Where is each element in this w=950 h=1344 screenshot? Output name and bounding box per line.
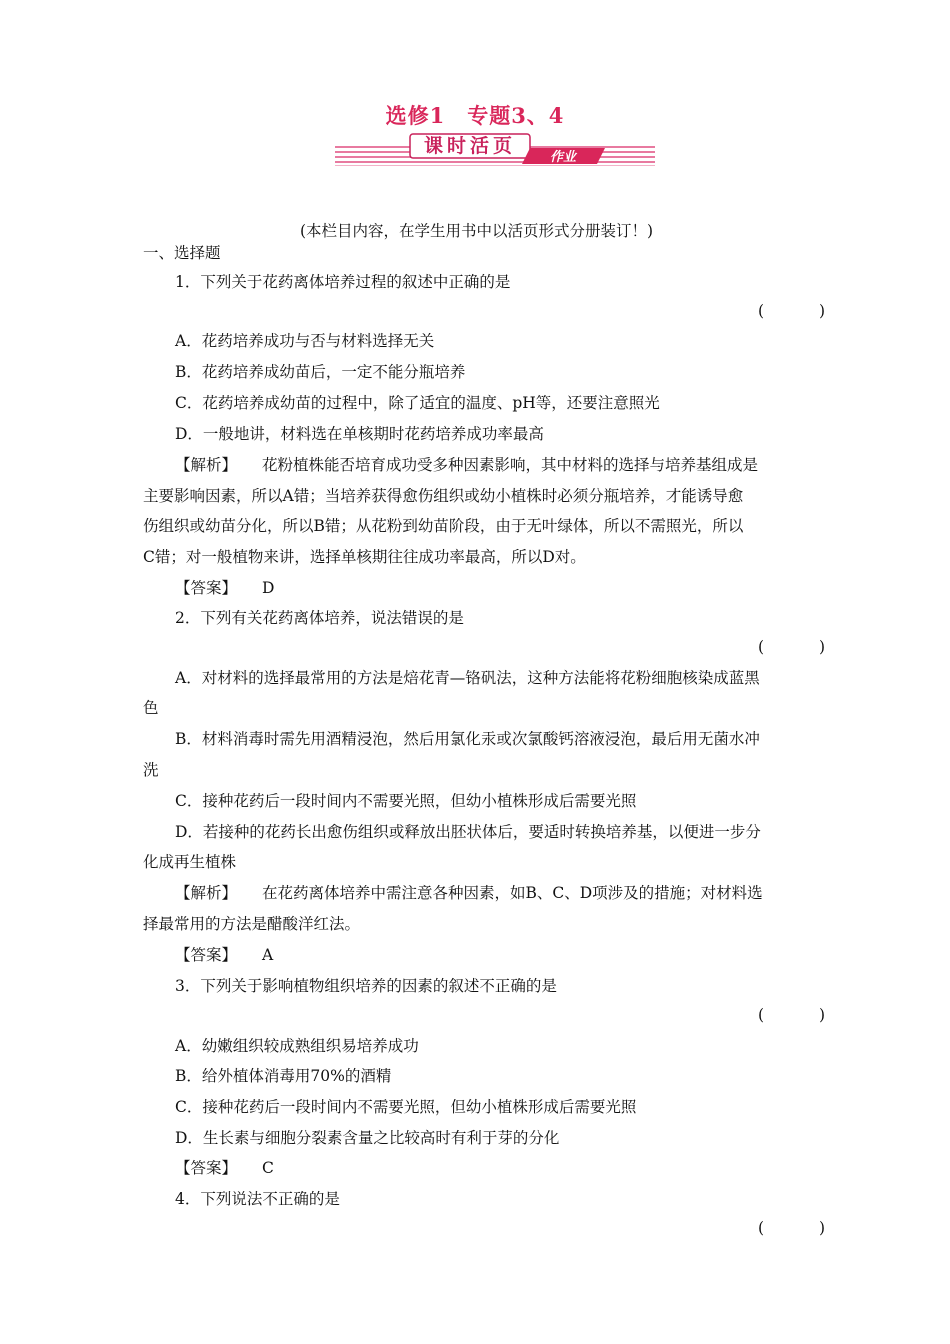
q2-answer: A xyxy=(262,946,274,964)
q3-option-d: D．生长素与细胞分裂素含量之比较高时有利于芽的分化 xyxy=(175,1129,560,1147)
q2-answer-label: 【答案】 xyxy=(175,946,238,964)
q1-option-b: B．花药培养成幼苗后，一定不能分瓶培养 xyxy=(175,363,466,381)
q3-option-c: C．接种花药后一段时间内不需要光照，但幼小植株形成后需要光照 xyxy=(175,1098,637,1116)
q1-option-d: D．一般地讲，材料选在单核期时花药培养成功率最高 xyxy=(175,425,544,443)
q1-analysis-line: 花粉植株能否培育成功受多种因素影响，其中材料的选择与培养基组成是 xyxy=(262,456,759,474)
q3-answer: C xyxy=(262,1159,274,1177)
section-heading: 一、选择题 xyxy=(143,244,221,262)
q1-analysis-line: 伤组织或幼苗分化，所以B错；从花粉到幼苗阶段，由于无叶绿体，所以不需照光，所以 xyxy=(143,517,744,535)
q2-option-a-cont: 色 xyxy=(143,699,159,717)
q2-option-b-cont: 洗 xyxy=(143,761,159,779)
q1-option-c: C．花药培养成幼苗的过程中，除了适宜的温度、pH等，还要注意照光 xyxy=(175,394,660,412)
q2-option-c: C．接种花药后一段时间内不需要光照，但幼小植株形成后需要光照 xyxy=(175,792,637,810)
q2-stem: 2．下列有关花药离体培养，说法错误的是 xyxy=(175,609,464,627)
q3-option-b: B．给外植体消毒用70%的酒精 xyxy=(175,1067,392,1085)
q1-option-a: A．花药培养成功与否与材料选择无关 xyxy=(175,332,435,350)
q2-option-d-cont: 化成再生植株 xyxy=(143,853,237,871)
q3-answer-blank: ( ) xyxy=(758,1006,834,1024)
binding-note: (本栏目内容，在学生用书中以活页形式分册装订！) xyxy=(300,222,654,240)
banner-text: 课时活页 xyxy=(423,135,517,157)
q4-answer-blank: ( ) xyxy=(758,1219,834,1237)
q1-answer-blank: ( ) xyxy=(758,302,834,320)
banner-sub: 作业 xyxy=(549,150,577,165)
q1-analysis-label: 【解析】 xyxy=(175,456,238,474)
q2-option-d: D．若接种的花药长出愈伤组织或释放出胚状体后，要适时转换培养基，以便进一步分 xyxy=(175,823,761,841)
q1-answer-label: 【答案】 xyxy=(175,579,238,597)
q2-analysis-label: 【解析】 xyxy=(175,884,238,902)
q2-answer-blank: ( ) xyxy=(758,638,834,656)
q3-option-a: A．幼嫩组织较成熟组织易培养成功 xyxy=(175,1037,419,1055)
q2-analysis-line: 在花药离体培养中需注意各种因素，如B、C、D项涉及的措施；对材料选 xyxy=(262,884,763,902)
banner-graphic xyxy=(335,132,655,172)
q2-option-b: B．材料消毒时需先用酒精浸泡，然后用氯化汞或次氯酸钙溶液浸泡，最后用无菌水冲 xyxy=(175,730,760,748)
q1-analysis-line: 主要影响因素，所以A错；当培养获得愈伤组织或幼小植株时必须分瓶培养，才能诱导愈 xyxy=(143,487,744,505)
page-title: 选修1 专题3、4 xyxy=(385,103,565,128)
q1-stem: 1．下列关于花药离体培养过程的叙述中正确的是 xyxy=(175,273,511,291)
q3-stem: 3．下列关于影响植物组织培养的因素的叙述不正确的是 xyxy=(175,977,557,995)
q2-analysis-line: 择最常用的方法是醋酸洋红法。 xyxy=(143,915,361,933)
q1-analysis-line: C错；对一般植物来讲，选择单核期往往成功率最高，所以D对。 xyxy=(143,548,586,566)
q4-stem: 4．下列说法不正确的是 xyxy=(175,1190,340,1208)
q2-option-a: A．对材料的选择最常用的方法是焙花青—铬矾法，这种方法能将花粉细胞核染成蓝黑 xyxy=(175,669,760,687)
q3-answer-label: 【答案】 xyxy=(175,1159,238,1177)
q1-answer: D xyxy=(262,579,275,597)
